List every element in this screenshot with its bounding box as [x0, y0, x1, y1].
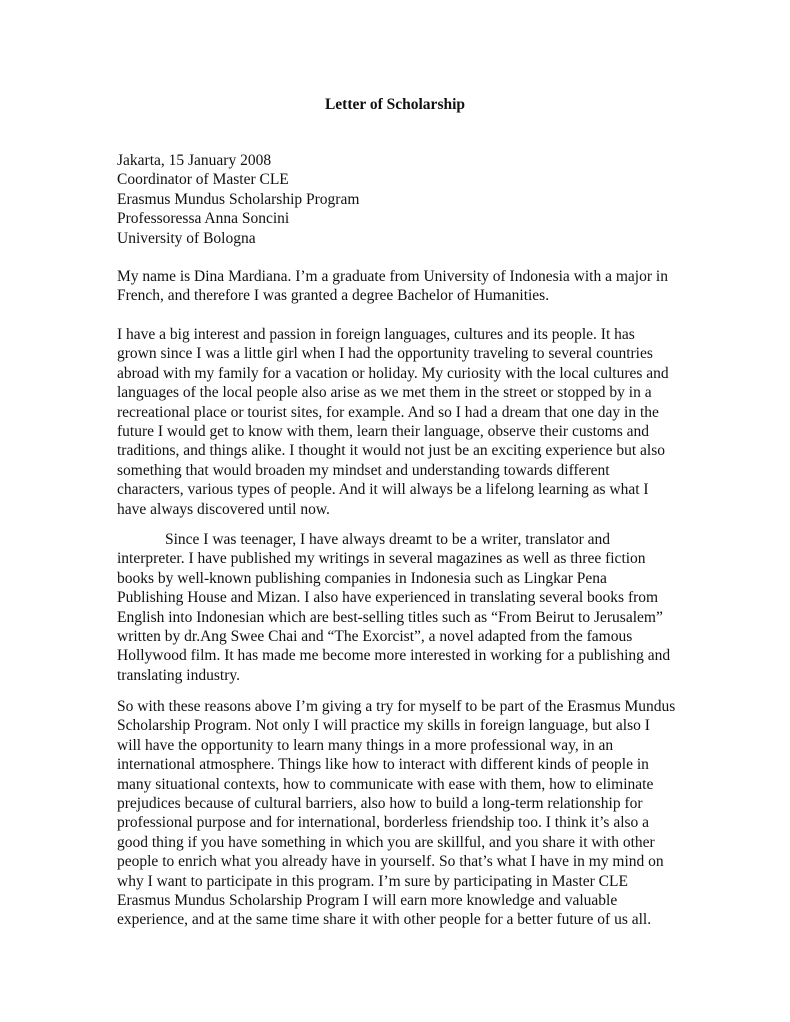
paragraph-line: French, and therefore I was granted a degree Bachelor of Humanities. [117, 287, 550, 305]
paragraph-line: traditions, and things alike. I thought it would not just be an exciting experience but also [117, 442, 665, 460]
address-line: Professoressa Anna Soncini [117, 210, 290, 228]
paragraph-line: translating industry. [117, 666, 240, 684]
paragraph-line: many situational contexts, how to communicate with ease with them, how to eliminate [117, 775, 654, 793]
paragraph-line: interpreter. I have published my writings in several magazines as well as three fiction [117, 550, 646, 568]
paragraph-line: have always discovered until now. [117, 500, 330, 518]
paragraph-line: good thing if you have something in which you are skillful, and you share it with other [117, 833, 655, 851]
paragraph-experience [117, 530, 702, 685]
paragraph-line: languages of the local people also arise as we met them in the street or stopped by in a [117, 384, 652, 402]
paragraph-line: So with these reasons above I’m giving a try for myself to be part of the Erasmus Mundus [117, 698, 676, 715]
paragraph-line: why I want to participate in this program. I’m sure by participating in Master CLE [117, 872, 628, 890]
paragraph-line: Hollywood film. It has made me become more interested in working for a publishing and [117, 647, 671, 665]
paragraph-line: Since I was teenager, I have always dreamt to be a writer, translator and [165, 531, 611, 548]
address-line: Erasmus Mundus Scholarship Program [117, 190, 360, 208]
address-line: University of Bologna [117, 229, 256, 247]
paragraph-line: grown since I was a little girl when I had the opportunity traveling to several countries [117, 345, 653, 363]
paragraph-line: international atmosphere. Things like how to interact with different kinds of people in [117, 756, 649, 774]
paragraph-line: English into Indonesian which are best-selling titles such as “From Beirut to Jerusalem” [117, 608, 663, 626]
paragraph-line: recreational place or tourist sites, for example. And so I had a dream that one day in the [117, 403, 659, 421]
paragraph-line: professional purpose and for international, borderless friendship too. I think it’s also a [117, 814, 650, 832]
recipient-address [117, 151, 702, 248]
address-date-line: Jakarta, 15 January 2008 [117, 152, 272, 169]
paragraph-line: abroad with my family for a vacation or holiday. My curiosity with the local cultures and [117, 364, 669, 382]
paragraph-introduction [117, 267, 702, 306]
paragraph-line: future I would get to know with them, learn their language, observe their customs and [117, 423, 650, 441]
paragraph-line: Erasmus Mundus Scholarship Program I will earn more knowledge and valuable [117, 892, 618, 910]
paragraph-line: I have a big interest and passion in foreign languages, cultures and its people. It has [117, 326, 635, 343]
paragraph-line: something that would broaden my mindset and understanding towards different [117, 461, 610, 479]
paragraph-line: written by dr.Ang Swee Chai and “The Exorcist”, a novel adapted from the famous [117, 628, 633, 646]
paragraph-line: people to enrich what you already have in yourself. So that’s what I have in my mind on [117, 853, 664, 871]
paragraph-motivation [117, 697, 702, 930]
address-line: Coordinator of Master CLE [117, 171, 289, 189]
paragraph-line: characters, various types of people. And it will always be a lifelong learning as what I [117, 481, 649, 499]
paragraph-line: experience, and at the same time share it with other people for a better future of us all. [117, 911, 652, 929]
paragraph-line: Publishing House and Mizan. I also have experienced in translating several books from [117, 589, 659, 607]
paragraph-line: books by well-known publishing companies in Indonesia such as Lingkar Pena [117, 569, 607, 587]
paragraph-line: My name is Dina Mardiana. I’m a graduate from University of Indonesia with a major in [117, 268, 668, 285]
paragraph-line: prejudices because of cultural barriers, also how to build a long-term relationship for [117, 795, 643, 813]
paragraph-line: will have the opportunity to learn many things in a more professional way, in an [117, 736, 614, 754]
paragraph-line: Scholarship Program. Not only I will practice my skills in foreign language, but also I [117, 717, 650, 735]
letter-title: Letter of Scholarship [324, 96, 466, 113]
paragraph-interest [117, 325, 702, 519]
